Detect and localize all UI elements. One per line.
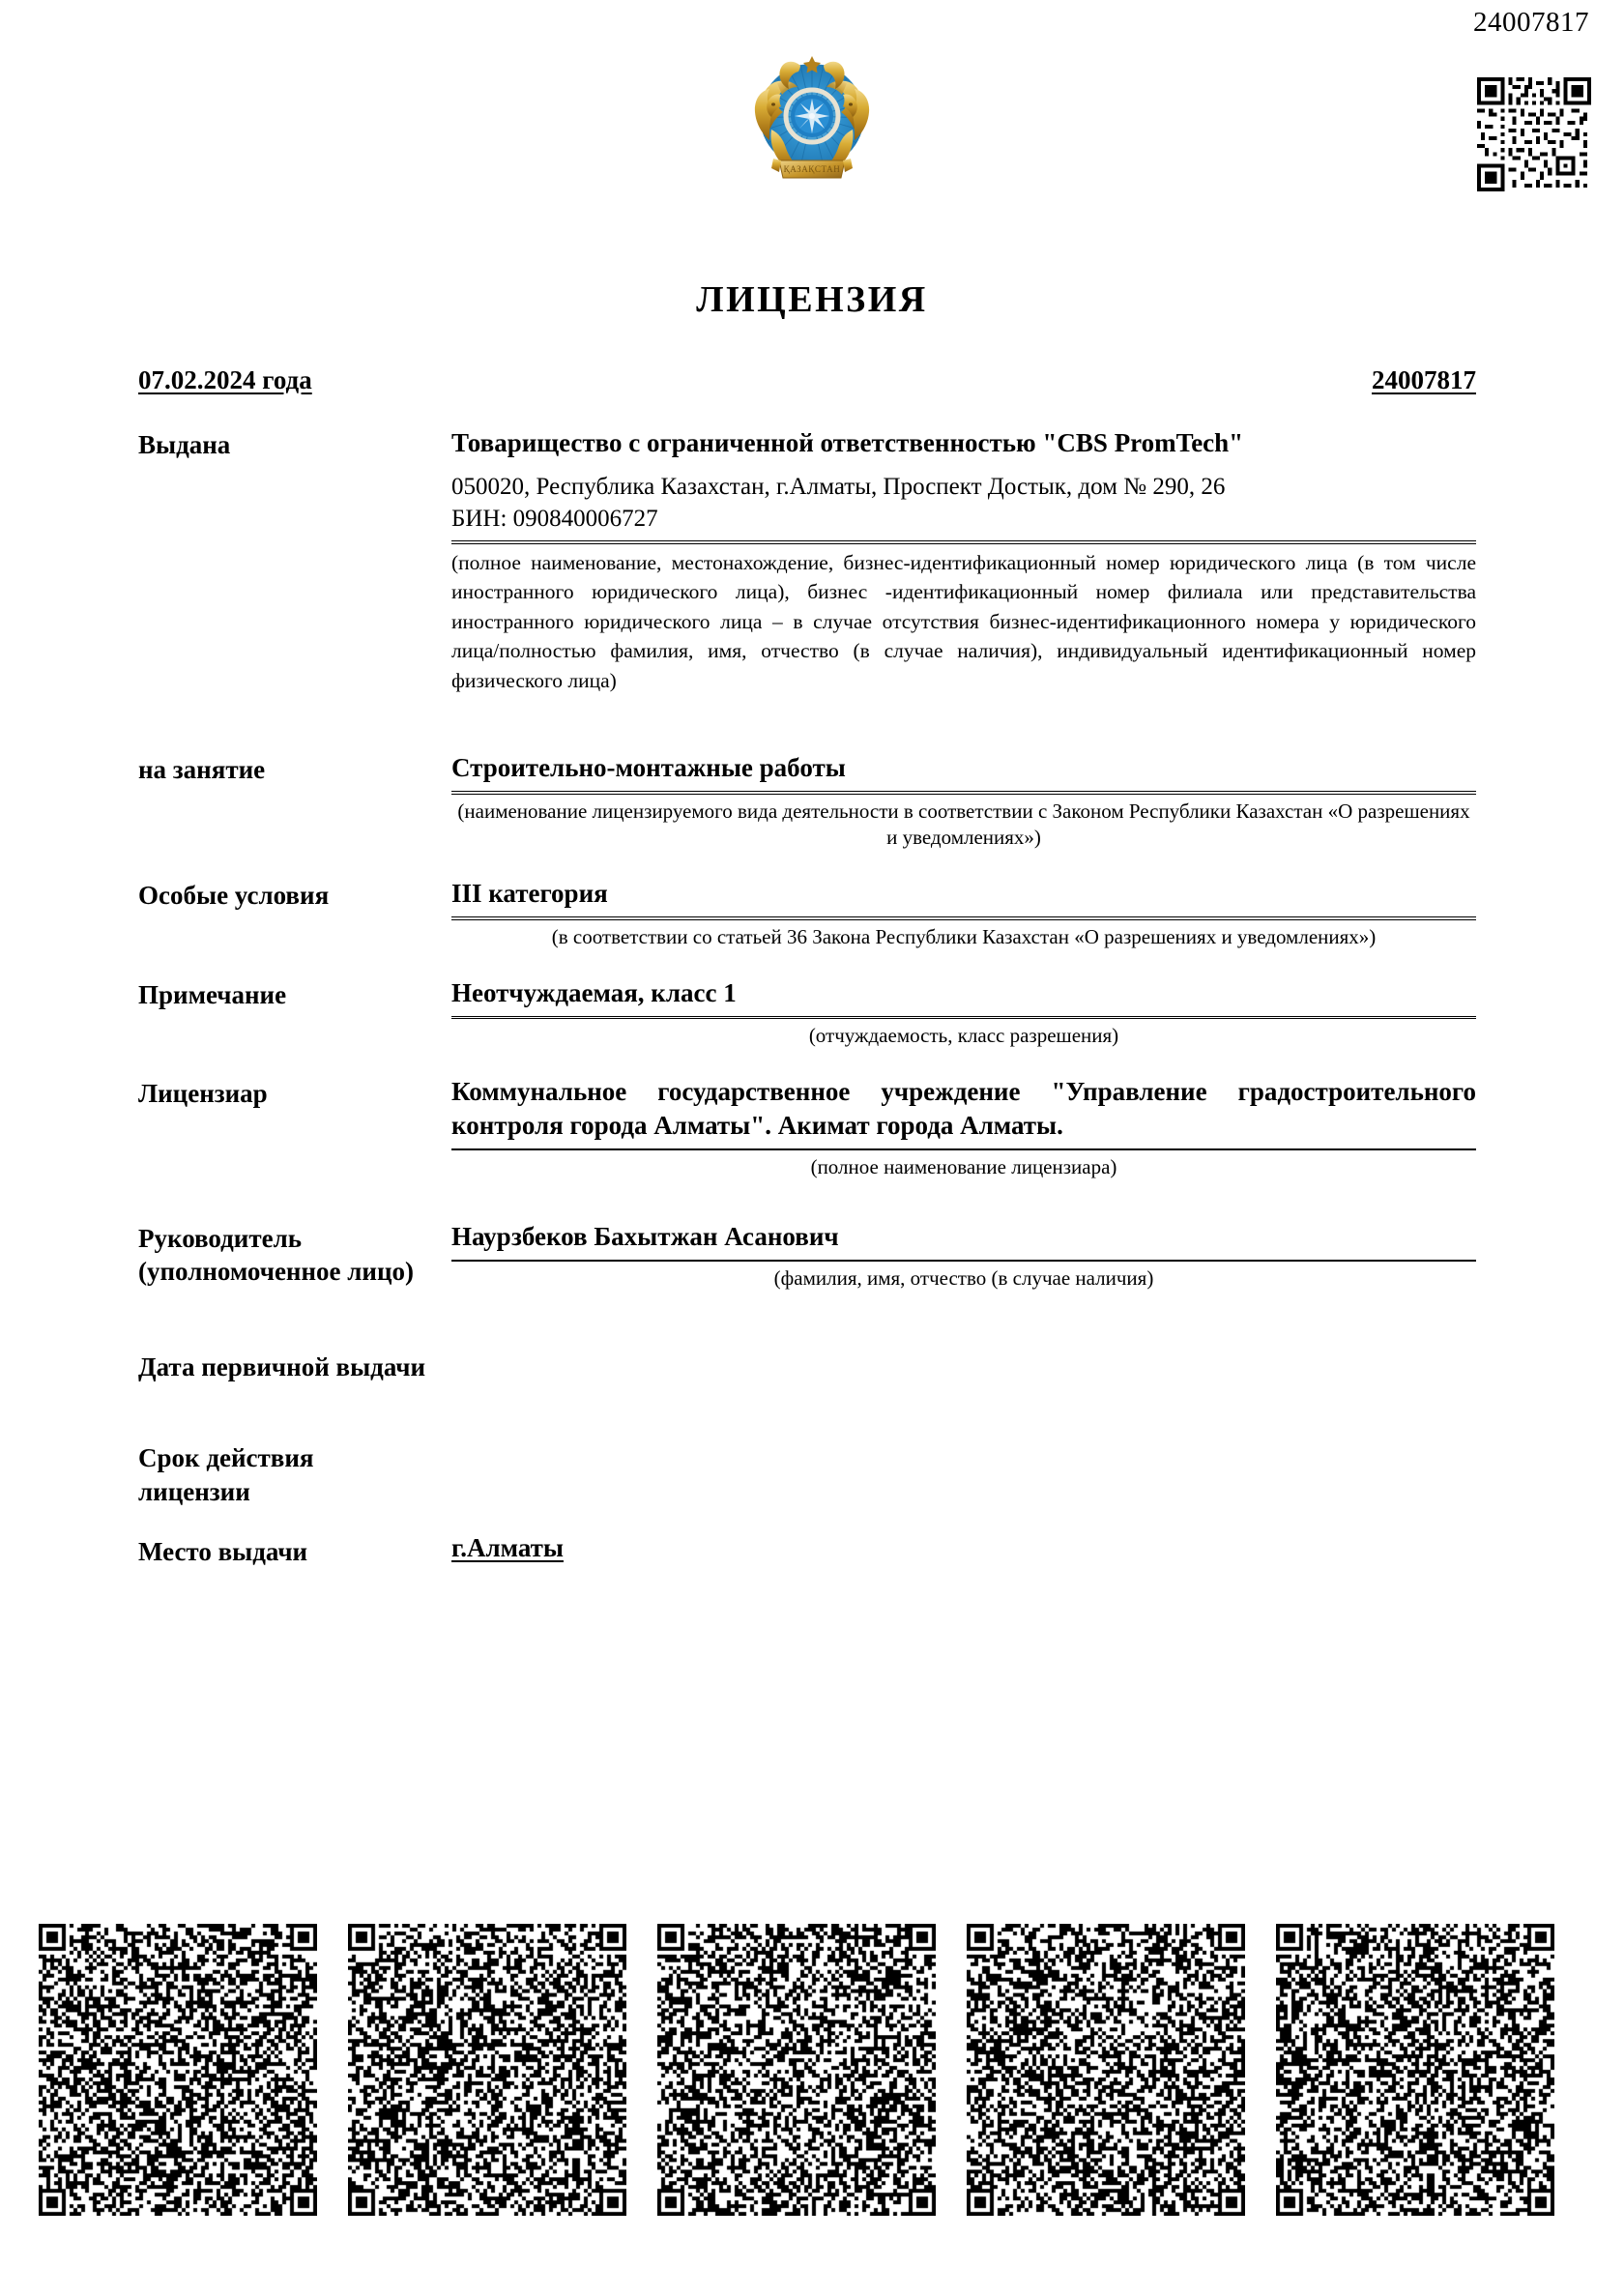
signature-qr-2 — [348, 1924, 626, 2216]
section-validity — [138, 1439, 1476, 1508]
label-licensor: Лицензиар — [138, 1078, 268, 1108]
label-head-line2: (уполномоченное лицо) — [138, 1257, 415, 1287]
caption-activity: (наименование лицензируемого вида деятельности в соответствии с Законом Республики Казахстан «О разрешениях и уведомлениях») — [457, 799, 1470, 850]
caption-note: (отчуждаемость, класс разрешения) — [808, 1024, 1119, 1048]
label-validity-line1: Срок действия — [138, 1443, 314, 1473]
issued-to-bin: БИН: 090840006727 — [451, 505, 658, 532]
caption-head: (фамилия, имя, отчество (в случае наличия) — [773, 1265, 1154, 1290]
label-special-conditions: Особые условия — [138, 881, 330, 911]
caption-licensor: (полное наименование лицензиара) — [810, 1155, 1117, 1179]
licensor-value: Коммунальное государственное учреждение "Управление градостроительного контроля города Алматы". Акимат города Алматы. — [451, 1076, 1476, 1140]
caption-special-conditions: (в соответствии со статьей 36 Закона Республики Казахстан «О разрешениях и уведомлениях») — [551, 924, 1377, 948]
caption-issued-to: (полное наименование, местонахождение, бизнес-идентификационный номер юридического лица (в том числе иностранного юридического лица), бизнес -идентификационный номер филиала или представительства иностранного юридического лица – в случае отсутствия бизнес-идентификационного номера у юридического лица/полностью фамилия, имя, отчество (в случае наличия), индивидуальный идентификационный номер физического лица) — [451, 550, 1476, 692]
signature-qr-4 — [967, 1924, 1245, 2216]
label-note: Примечание — [138, 979, 287, 1009]
divider-issued-to — [451, 540, 1476, 544]
signature-qr-3 — [657, 1924, 936, 2216]
label-head-line1: Руководитель — [138, 1223, 303, 1253]
special-conditions-value: III категория — [451, 879, 608, 909]
license-body — [138, 365, 1476, 1569]
issue-date: 07.02.2024 года — [138, 365, 312, 394]
label-validity — [138, 1439, 451, 1508]
label-activity: на занятие — [138, 755, 266, 785]
divider-head — [451, 1260, 1476, 1262]
license-number: 24007817 — [1372, 365, 1476, 394]
section-activity — [138, 751, 1476, 852]
divider-note — [451, 1016, 1476, 1020]
svg-text:ҚАЗАҚСТАН: ҚАЗАҚСТАН — [783, 164, 841, 174]
section-note — [138, 976, 1476, 1050]
head-value: Наурзбеков Бахытжан Асанович — [451, 1221, 839, 1251]
issued-to-organization: Товарищество с ограниченной ответственностью "CBS PromTech" — [451, 428, 1244, 457]
divider-licensor — [451, 1148, 1476, 1150]
divider-special-conditions — [451, 916, 1476, 920]
section-head — [138, 1220, 1476, 1293]
digital-signature-strip — [0, 1924, 1624, 2223]
label-first-issue-date: Дата первичной выдачи — [138, 1351, 426, 1381]
section-first-issue-date — [138, 1349, 1476, 1384]
section-licensor — [138, 1075, 1476, 1181]
kazakhstan-state-emblem — [735, 37, 889, 191]
place-of-issue-value: г.Алматы — [451, 1533, 564, 1563]
header-qr-code — [1477, 77, 1591, 191]
label-head — [138, 1220, 451, 1289]
signature-qr-5 — [1276, 1924, 1554, 2216]
label-validity-line2: лицензии — [138, 1476, 250, 1506]
divider-activity — [451, 791, 1476, 795]
note-value: Неотчуждаемая, класс 1 — [451, 977, 737, 1007]
date-number-row — [138, 365, 1476, 395]
signature-qr-1 — [39, 1924, 317, 2216]
issued-to-address: 050020, Республика Казахстан, г.Алматы, Проспект Достык, дом № 290, 26 — [451, 474, 1226, 501]
corner-license-number: 24007817 — [1473, 7, 1589, 38]
section-special-conditions — [138, 877, 1476, 950]
page-title: ЛИЦЕНЗИЯ — [696, 279, 928, 320]
activity-value: Строительно-монтажные работы — [451, 753, 846, 783]
section-place-of-issue — [138, 1533, 1476, 1569]
label-issued-to: Выдана — [138, 430, 231, 459]
section-issued-to — [138, 426, 1476, 695]
label-place-of-issue: Место выдачи — [138, 1537, 308, 1567]
